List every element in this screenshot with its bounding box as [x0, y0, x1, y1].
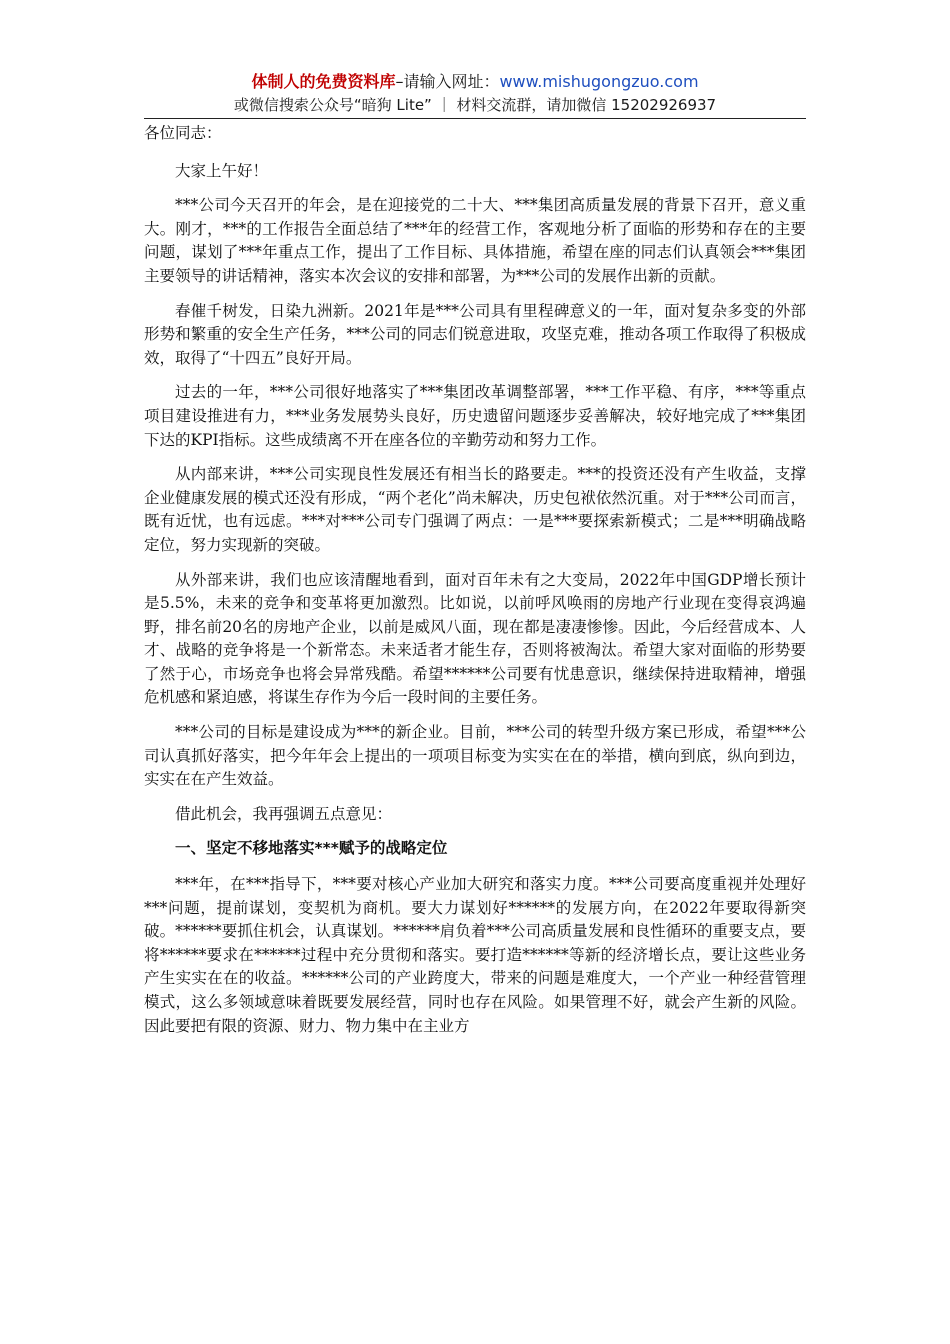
- paragraph-6: ***公司的目标是建设成为***的新企业。目前，***公司的转型升级方案已形成，希望***公司认真抓好落实，把今年年会上提出的一项项目标变为实实在在的举措，横向到底，纵向到边，实实在在产生效益。: [144, 723, 806, 789]
- paragraph-2: 春催千树发，日染九洲新。2021年是***公司具有里程碑意义的一年，面对复杂多变的外部形势和繁重的安全生产任务，***公司的同志们锐意进取，攻坚克难，推动各项工作取得了积极成效，取得了“十四五”良好开局。: [144, 301, 806, 367]
- document-body: [144, 122, 806, 1049]
- header-line-1: [144, 70, 806, 94]
- section-heading: 一、坚定不移地落实***赋予的战略定位: [175, 839, 448, 858]
- header-line-2: 或微信搜索公众号“暗狗 Lite” ｜ 材料交流群，请加微信 15202926937: [233, 96, 717, 114]
- section-paragraph: ***年，在***指导下，***要对核心产业加大研究和落实力度。***公司要高度重视并处理好***问题，提前谋划，变契机为商机。要大力谋划好******的发展方向，在2022年要取得新突破。******要抓住机会，认真谋划。******肩负着***公司高质量发展和良性循环的重要支点，要将******要求在******过程中充分贯彻和落实。要打造******等新的经济增长点，要让这些业务产生实实在在的收益。******公司的产业跨度大，带来的问题是难度大，一个产业一种经营管理模式，这么多领域意味着既要发展经营，同时也存在风险。如果管理不好，就会产生新的风险。因此要把有限的资源、财力、物力集中在主业方: [144, 875, 806, 1035]
- paragraph-1: ***公司今天召开的年会，是在迎接党的二十大、***集团高质量发展的背景下召开，意义重大。刚才，***的工作报告全面总结了***年的经营工作，客观地分析了面临的形势和存在的主要问题，谋划了***年重点工作，提出了工作目标、具体措施，希望在座的同志们认真领会***集团主要领导的讲话精神，落实本次会议的安排和部署，为***公司的发展作出新的贡献。: [144, 196, 806, 285]
- url-prompt: –请输入网址：: [395, 72, 500, 91]
- website-link[interactable]: www.mishugongzuo.com: [499, 72, 699, 91]
- paragraph-3: 过去的一年，***公司很好地落实了***集团改革调整部署，***工作平稳、有序，***等重点项目建设推进有力，***业务发展势头良好，历史遗留问题逐步妥善解决，较好地完成了***集团下达的KPI指标。这些成绩离不开在座各位的辛勤劳动和努力工作。: [144, 383, 806, 449]
- salutation: 各位同志：: [144, 124, 222, 142]
- paragraph-5: 从外部来讲，我们也应该清醒地看到，面对百年未有之大变局，2022年中国GDP增长预计是5.5%，未来的竞争和变革将更加激烈。比如说，以前呼风唤雨的房地产行业现在变得哀鸿遍野，排名前20名的房地产企业，以前是威风八面，现在都是凄凄惨惨。因此，今后经营成本、人才、战略的竞争将是一个新常态。未来适者才能生存，否则将被淘汰。希望大家对面临的形势要了然于心，市场竞争也将会异常残酷。希望******公司要有忧患意识，继续保持进取精神，增强危机感和紧迫感，将谋生存作为今后一段时间的主要任务。: [144, 570, 806, 707]
- paragraph-greeting: 大家上午好！: [175, 161, 269, 180]
- header-divider: [144, 118, 806, 119]
- brand-title: 体制人的免费资料库: [251, 72, 396, 91]
- paragraph-4: 从内部来讲，***公司实现良性发展还有相当长的路要走。***的投资还没有产生收益，支撑企业健康发展的模式还没有形成，“两个老化”尚未解决，历史包袱依然沉重。对于***公司而言，既有近忧，也有远虑。***对***公司专门强调了两点：一是***要探索新模式；二是***明确战略定位，努力实现新的突破。: [144, 465, 806, 554]
- page-header: [144, 70, 806, 116]
- paragraph-7: 借此机会，我再强调五点意见：: [175, 804, 393, 823]
